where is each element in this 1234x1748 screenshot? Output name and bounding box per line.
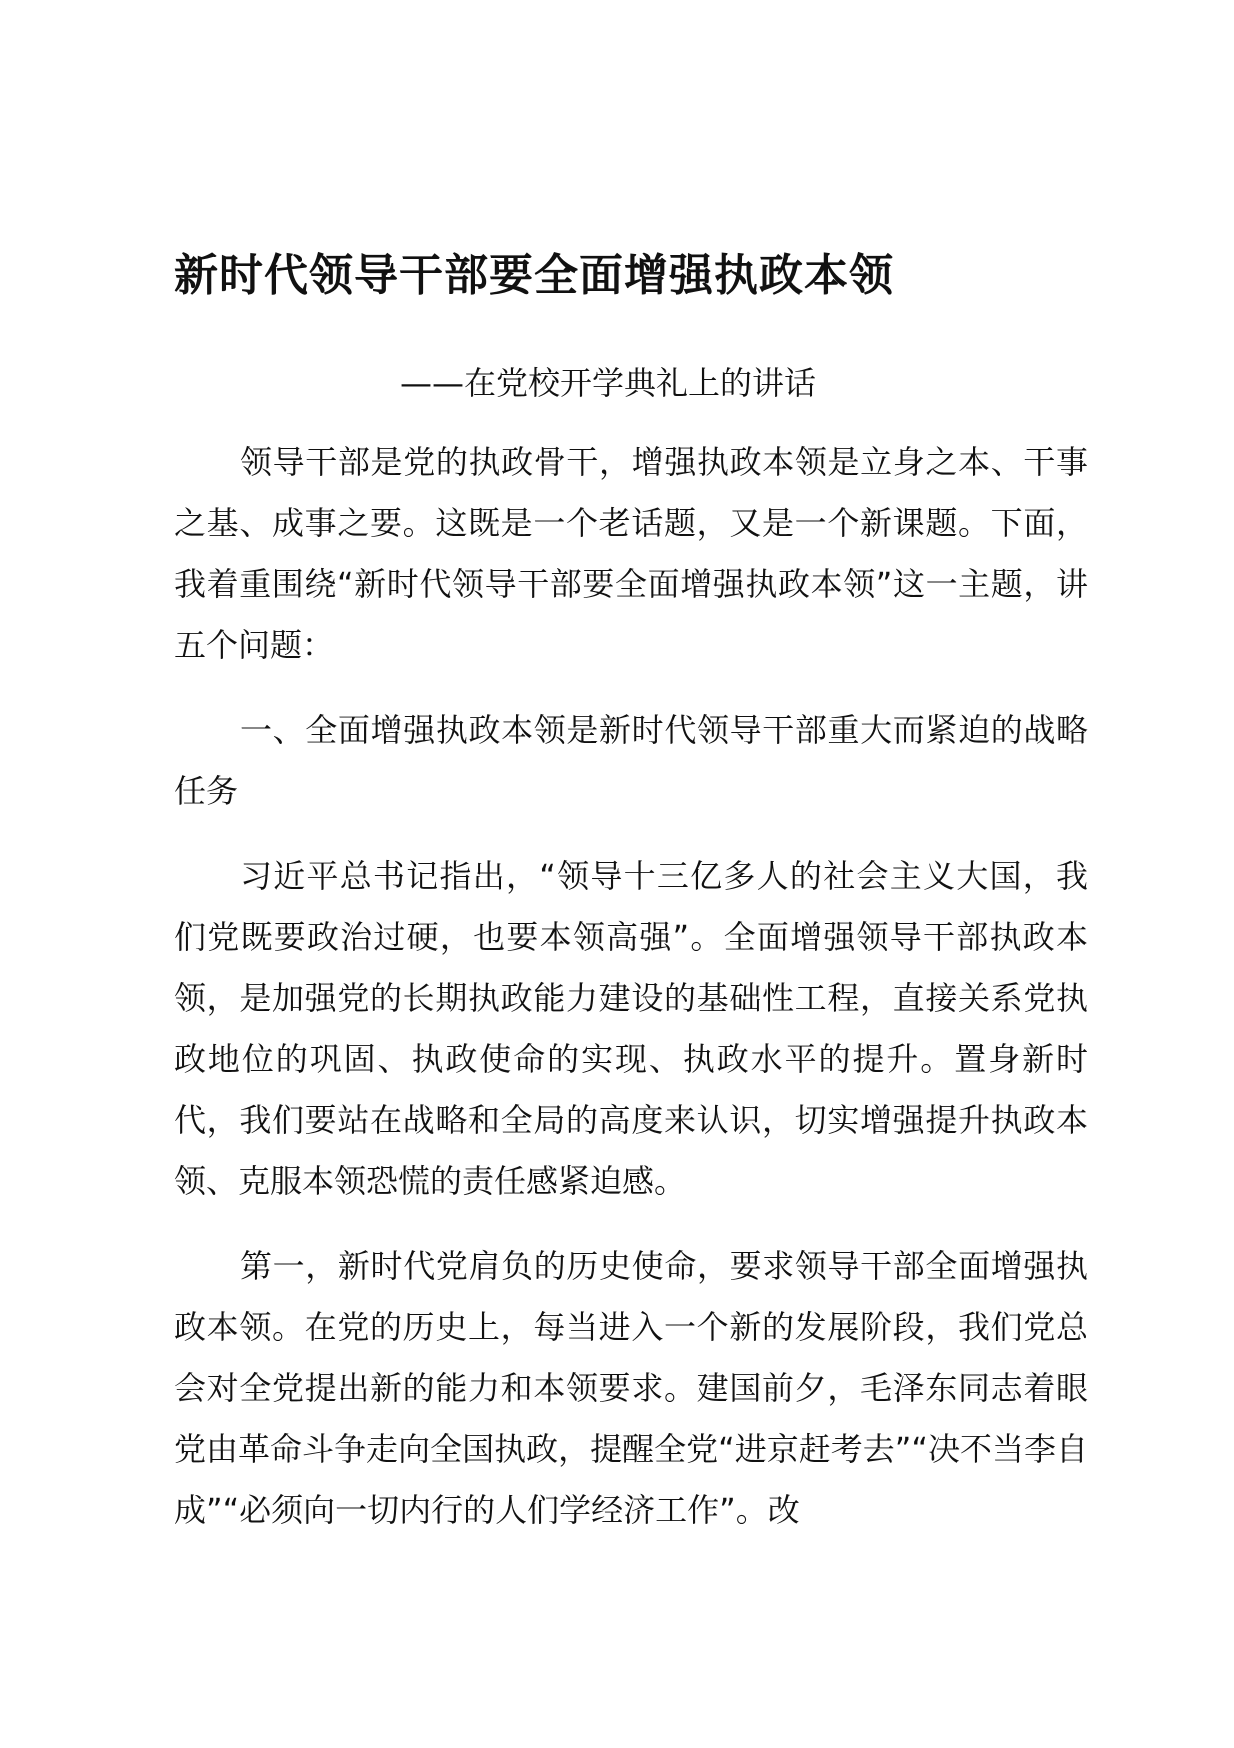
section-heading-1: 一、全面增强执政本领是新时代领导干部重大而紧迫的战略任务 (174, 711, 1088, 810)
paragraph-point-1: 第一，新时代党肩负的历史使命，要求领导干部全面增强执政本领。在党的历史上，每当进入一个新的发展阶段，我们党总会对全党提出新的能力和本领要求。建国前夕，毛泽东同志着眼党由革命斗争走向全国执政，提醒全党“进京赶考去”“决不当李自成”“必须向一切内行的人们学经济工作”。改 (174, 1247, 1088, 1529)
paragraph-section-1: 习近平总书记指出，“领导十三亿多人的社会主义大国，我们党既要政治过硬，也要本领高强”。全面增强领导干部执政本领，是加强党的长期执政能力建设的基础性工程，直接关系党执政地位的巩固、执政使命的实现、执政水平的提升。置身新时代，我们要站在战略和全局的高度来认识，切实增强提升执政本领、克服本领恐慌的责任感紧迫感。 (174, 857, 1088, 1200)
document-body (174, 432, 1088, 1565)
document-title: 新时代领导干部要全面增强执政本领 (174, 250, 894, 301)
paragraph-intro: 领导干部是党的执政骨干，增强执政本领是立身之本、干事之基、成事之要。这既是一个老话题，又是一个新课题。下面，我着重围绕“新时代领导干部要全面增强执政本领”这一主题，讲五个问题： (174, 443, 1088, 664)
document-subtitle: ——在党校开学典礼上的讲话 (400, 364, 817, 402)
